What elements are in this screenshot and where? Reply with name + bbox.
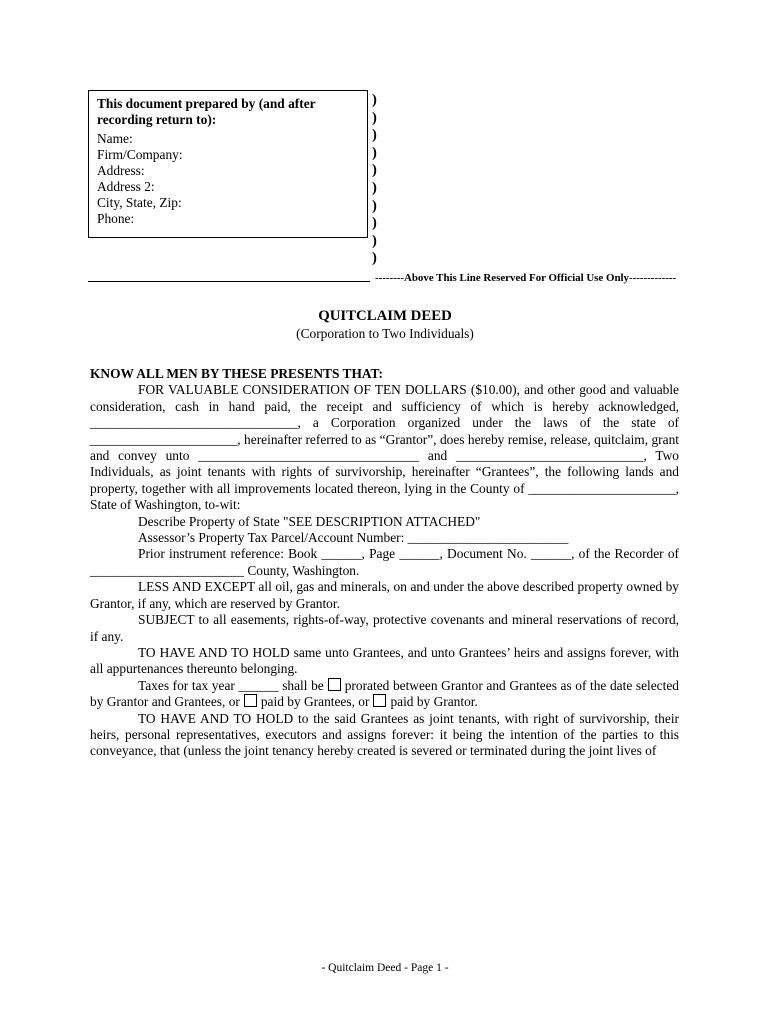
name-field-label: Name: xyxy=(97,131,133,146)
document-body xyxy=(90,366,679,760)
document-subtitle: (Corporation to Two Individuals) xyxy=(296,326,474,341)
subject-paragraph: SUBJECT to all easements, rights-of-way, protective covenants and mineral reservations of record, if any. xyxy=(90,612,679,644)
firm-company-field-label: Firm/Company: xyxy=(97,147,183,162)
address2-field-label: Address 2: xyxy=(97,179,155,194)
paren-mark: ) xyxy=(372,127,377,144)
taxes-text-4: paid by Grantor. xyxy=(390,694,478,710)
page-footer: - Quitclaim Deed - Page 1 - xyxy=(321,962,449,974)
paid-by-grantees-checkbox[interactable] xyxy=(244,694,257,707)
paren-column xyxy=(372,92,377,268)
paren-mark: ) xyxy=(372,162,377,179)
paren-mark: ) xyxy=(372,144,377,161)
to-have-and-hold-paragraph-1: TO HAVE AND TO HOLD same unto Grantees, and unto Grantees’ heirs and assigns forever, with all appurtenances thereunto belonging. xyxy=(90,644,679,677)
paren-mark: ) xyxy=(372,92,377,108)
less-and-except-paragraph: LESS AND EXCEPT all oil, gas and minerals, on and under the above described property owned by Grantor, if any, which are reserved by Grantor. xyxy=(90,579,679,611)
describe-property-line: Describe Property of State "SEE DESCRIPTION ATTACHED" xyxy=(138,513,481,529)
official-use-row xyxy=(88,272,688,285)
prior-instrument-paragraph: Prior instrument reference: Book ______, Page ______, Document No. ______, of the Recorder of _______________________ County, Washington. xyxy=(90,546,679,578)
assessor-parcel-line: Assessor’s Property Tax Parcel/Account Number: ________________________ xyxy=(138,530,569,546)
paren-mark: ) xyxy=(372,232,377,249)
phone-field-label: Phone: xyxy=(97,211,135,226)
taxes-text-3: paid by Grantees, or xyxy=(260,694,370,710)
official-use-label: --------Above This Line Reserved For Official Use Only------------- xyxy=(375,272,677,284)
paren-mark: ) xyxy=(372,179,377,196)
recording-box-heading: This document prepared by (and after recording return to): xyxy=(97,96,316,127)
taxes-text-1: Taxes for tax year ______ shall be xyxy=(138,677,324,693)
taxes-text-2: prorated between Grantor and Grantees as of the date selected by Grantor and Grantees, or xyxy=(90,677,679,710)
to-have-and-hold-paragraph-2: TO HAVE AND TO HOLD to the said Grantees as joint tenants, with right of survivorship, their heirs, personal representatives, executors and assigns forever: it being the intention of the parties to this conveyance, that (unless the joint tenancy hereby created is severed or terminated during the joint lives of xyxy=(90,710,679,759)
paren-mark: ) xyxy=(372,215,377,232)
paren-mark: ) xyxy=(372,109,377,126)
official-use-line xyxy=(88,281,370,282)
document-title: QUITCLAIM DEED xyxy=(318,308,452,324)
prorated-checkbox[interactable] xyxy=(328,678,341,691)
address-field-label: Address: xyxy=(97,163,145,178)
consideration-paragraph: FOR VALUABLE CONSIDERATION OF TEN DOLLARS ($10.00), and other good and valuable consideration, cash in hand paid, the receipt and sufficiency of which is hereby acknowledged, _______________________________, a Corporation organized under the laws of the state of ______________________, hereinafter referred to as “Grantor”, does hereby remise, release, quitclaim, grant and convey unto _________________________________ and ____________________________, Two Individuals, as joint tenants with rights of survivorship, hereinafter “Grantees”, the following lands and property, together with all improvements located thereon, lying in the County of ______________________, State of Washington, to-wit: xyxy=(90,382,679,513)
recording-return-box xyxy=(88,90,368,238)
presents-heading: KNOW ALL MEN BY THESE PRESENTS THAT: xyxy=(90,366,383,381)
taxes-paragraph xyxy=(90,678,679,711)
paren-mark: ) xyxy=(372,250,377,267)
paren-mark: ) xyxy=(372,197,377,214)
paid-by-grantor-checkbox[interactable] xyxy=(373,694,386,707)
city-state-zip-field-label: City, State, Zip: xyxy=(97,195,182,210)
